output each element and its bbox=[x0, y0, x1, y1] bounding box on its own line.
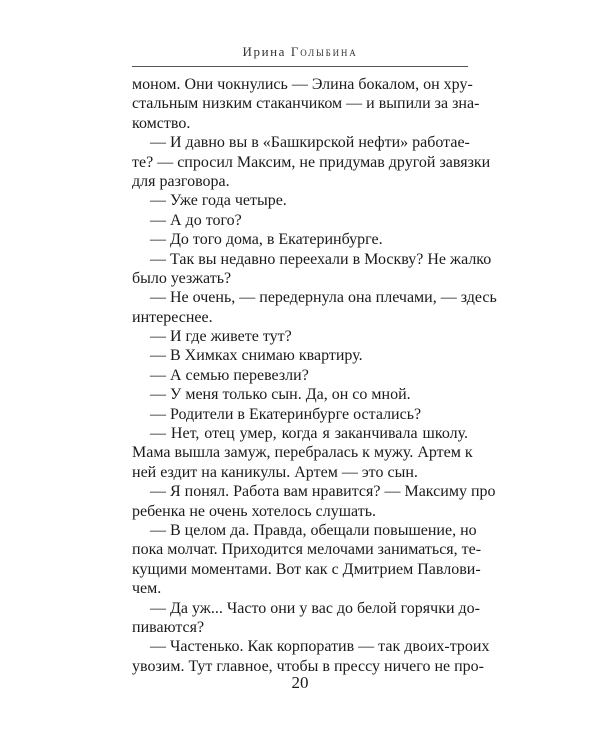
page-number: 20 bbox=[291, 673, 309, 692]
text-line: те? — спросил Максим, не придумав другой завязки bbox=[132, 153, 491, 171]
text-line: — Частенько. Как корпоратив — так двоих-троих bbox=[150, 638, 490, 656]
text-line: пиваются? bbox=[132, 618, 205, 636]
text-line: — Родители в Екатеринбурге остались? bbox=[150, 405, 422, 423]
text-line: ребенка не очень хотелось слушать. bbox=[132, 502, 377, 520]
text-line: — В целом да. Правда, обещали повышение, но bbox=[150, 521, 477, 539]
text-line: — Нет, отец умер, когда я заканчивала школу. bbox=[150, 425, 468, 443]
text-line: кущими моментами. Вот как с Дмитрием Павлови- bbox=[132, 560, 481, 578]
text-line: — Уже года четыре. bbox=[150, 192, 287, 210]
text-line: стальным низким стаканчиком — и выпили за зна- bbox=[132, 95, 480, 113]
text-line: — Так вы недавно переехали в Москву? Не жалко bbox=[150, 250, 492, 268]
text-line: — А семью перевезли? bbox=[150, 366, 309, 384]
text-line: пока молчат. Приходится мелочами заниматься, те- bbox=[132, 541, 482, 559]
author-last-name: Голыбина bbox=[290, 44, 358, 59]
text-line: — Да уж... Часто они у вас до белой горячки до- bbox=[150, 599, 481, 617]
text-line: — И где живете тут? bbox=[150, 328, 292, 346]
text-line: — Я понял. Работа вам нравится? — Максиму про bbox=[150, 483, 496, 501]
text-line: ней ездит на каникулы. Артем — это сын. bbox=[132, 463, 418, 481]
text-line: — До того дома, в Екатеринбурге. bbox=[150, 231, 383, 249]
text-line: увозим. Тут главное, чтобы в прессу ничего не про- bbox=[132, 657, 484, 675]
text-line: было уезжать? bbox=[132, 269, 232, 287]
text-line: чем. bbox=[132, 580, 162, 598]
text-line: — И давно вы в «Башкирской нефти» работае- bbox=[150, 134, 470, 152]
text-line: — А до того? bbox=[150, 211, 242, 229]
text-line: интереснее. bbox=[132, 308, 213, 326]
text-line: — У меня только сын. Да, он со мной. bbox=[150, 386, 411, 404]
text-line: моном. Они чокнулись — Элина бокалом, он хру- bbox=[132, 76, 473, 93]
header-rule bbox=[132, 66, 468, 67]
text-line: Мама вышла замуж, перебралась к мужу. Артем к bbox=[132, 444, 473, 462]
text-line: — Не очень, — передернула она плечами, — здесь bbox=[150, 289, 497, 307]
text-line: — В Химках снимаю квартиру. bbox=[150, 347, 363, 365]
text-line: для разговора. bbox=[132, 172, 230, 190]
running-header bbox=[132, 44, 468, 60]
text-line: комство. bbox=[132, 114, 191, 132]
author-first-name: Ирина bbox=[242, 44, 287, 59]
page-body-text bbox=[132, 75, 497, 676]
